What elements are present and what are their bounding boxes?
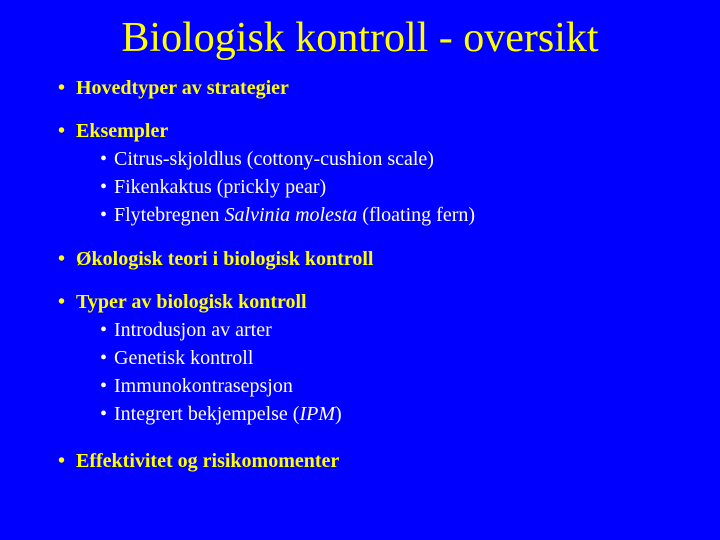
sub-bullet-text: Citrus-skjoldlus (cottony-cushion scale) <box>114 148 434 170</box>
ipm-italic: IPM <box>299 403 336 425</box>
bullet-text: Økologisk teori i biologisk kontroll <box>76 248 374 270</box>
bullet-marker: • <box>58 291 66 313</box>
bullet-text: Effektivitet og risikomomenter <box>76 450 340 472</box>
sub-bullet-marker: • <box>100 204 108 226</box>
sub-bullet-marker: • <box>100 403 108 425</box>
slide-title: Biologisk kontroll - oversikt <box>121 15 599 61</box>
sub-bullet-citrus <box>100 147 434 171</box>
sub-bullet-text: Genetisk kontroll <box>114 347 254 369</box>
sub-bullet-text: Introdusjon av arter <box>114 319 272 341</box>
sub-bullet-text-pre: Flytebregnen <box>114 204 225 226</box>
sub-bullet-ipm <box>100 402 342 426</box>
bullet-item-effectiveness <box>58 449 339 473</box>
bullet-marker: • <box>58 450 66 472</box>
sub-bullet-marker: • <box>100 319 108 341</box>
sub-bullet-marker: • <box>100 347 108 369</box>
sub-bullet-text-post: (floating fern) <box>357 204 476 226</box>
sub-bullet-marker: • <box>100 176 108 198</box>
sub-bullet-marker: • <box>100 148 108 170</box>
sub-bullet-text: Immunokontrasepsjon <box>114 375 293 397</box>
species-name-italic: Salvinia molesta <box>224 204 358 226</box>
sub-bullet-text-post: ) <box>335 403 342 425</box>
bullet-marker: • <box>58 77 66 99</box>
bullet-item-ecological-theory <box>58 247 373 271</box>
sub-bullet-genetic <box>100 346 253 370</box>
bullet-item-control-types <box>58 290 307 314</box>
sub-bullet-immunocontraception <box>100 374 293 398</box>
bullet-marker: • <box>58 120 66 142</box>
sub-bullet-text: Fikenkaktus (prickly pear) <box>114 176 327 198</box>
sub-bullet-salvinia <box>100 203 475 227</box>
sub-bullet-prickly-pear <box>100 175 326 199</box>
bullet-text: Hovedtyper av strategier <box>76 77 289 99</box>
sub-bullet-text-pre: Integrert bekjempelse ( <box>114 403 300 425</box>
bullet-text: Eksempler <box>76 120 169 142</box>
sub-bullet-marker: • <box>100 375 108 397</box>
bullet-item-strategies <box>58 76 289 100</box>
bullet-item-examples <box>58 119 168 143</box>
bullet-marker: • <box>58 248 66 270</box>
sub-bullet-introduction <box>100 318 272 342</box>
bullet-text: Typer av biologisk kontroll <box>76 291 307 313</box>
